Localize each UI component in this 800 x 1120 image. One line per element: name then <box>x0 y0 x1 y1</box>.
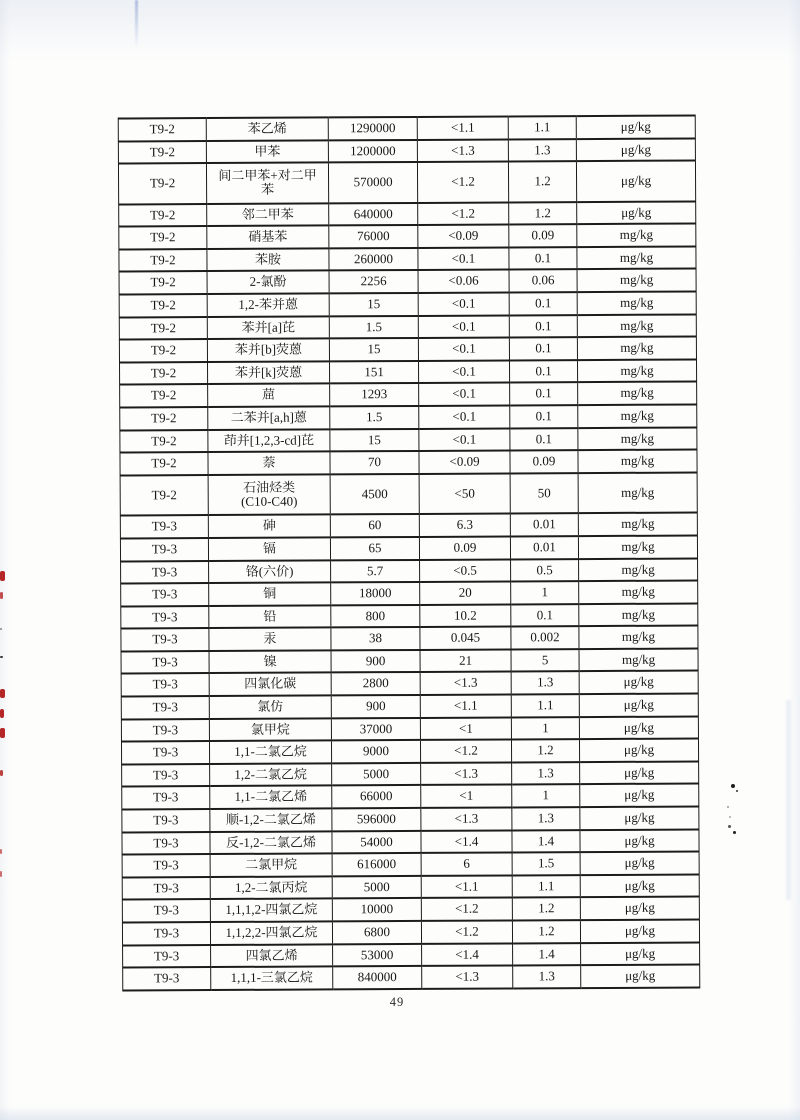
table-row <box>119 314 696 340</box>
unit-cell: mg/kg <box>577 359 696 382</box>
sample-id-cell: T9-2 <box>119 317 207 340</box>
screening-value-cell: 70 <box>330 451 419 474</box>
unit-cell: μg/kg <box>580 829 699 852</box>
analyte-cell: 1,1-二氯乙烯 <box>210 786 332 809</box>
screening-value-cell: 15 <box>329 338 418 361</box>
detection-limit-cell: 1.1 <box>512 875 580 898</box>
scan-edge-tint-bottom <box>0 1106 800 1120</box>
sample-id-cell: T9-3 <box>122 922 210 945</box>
table-row <box>119 224 696 250</box>
table-row <box>120 535 697 561</box>
sample-id-cell: T9-2 <box>119 272 207 295</box>
screening-value-cell: 15 <box>330 429 419 452</box>
result-cell: <1.2 <box>421 920 512 943</box>
result-cell: <1.3 <box>421 762 512 785</box>
red-stamp-fragment <box>0 709 4 718</box>
sample-id-cell: T9-3 <box>122 854 210 877</box>
sample-id-cell: T9-2 <box>118 163 206 204</box>
unit-cell: μg/kg <box>580 874 699 897</box>
analyte-cell: 二氯甲烷 <box>210 854 332 877</box>
analyte-cell: 二苯并[a,h]蒽 <box>208 406 330 429</box>
detection-limit-cell: 1.1 <box>511 694 579 717</box>
result-cell: <1 <box>421 785 512 808</box>
sample-id-cell: T9-2 <box>119 204 207 227</box>
detection-limit-cell: 5 <box>511 649 579 672</box>
scan-faint-band-artifact <box>786 700 791 900</box>
detection-limit-cell: 1.2 <box>509 202 577 225</box>
sample-id-cell: T9-3 <box>123 945 211 968</box>
detection-limit-cell: 0.1 <box>509 315 577 338</box>
unit-cell: μg/kg <box>576 161 695 202</box>
detection-limit-cell: 0.01 <box>510 513 578 536</box>
detection-limit-cell: 1.3 <box>512 762 580 785</box>
table-row <box>123 942 700 968</box>
result-cell: 10.2 <box>420 604 511 627</box>
detection-limit-cell: 1.2 <box>511 739 579 762</box>
result-cell: <0.1 <box>419 405 510 428</box>
analyte-cell: 镉 <box>208 537 330 560</box>
detection-limit-cell: 1.5 <box>512 852 580 875</box>
unit-cell: μg/kg <box>576 115 695 138</box>
table-row <box>120 405 697 431</box>
sample-id-cell: T9-3 <box>120 538 208 561</box>
analyte-cell: 茚并[1,2,3-cd]芘 <box>208 429 330 452</box>
result-cell: <1.2 <box>421 898 512 921</box>
unit-cell: μg/kg <box>581 965 700 988</box>
analyte-cell: 汞 <box>209 628 331 651</box>
results-table-container <box>118 114 700 991</box>
result-cell: 0.09 <box>419 536 510 559</box>
screening-value-cell: 800 <box>331 605 420 628</box>
unit-cell: μg/kg <box>579 671 698 694</box>
unit-cell: μg/kg <box>580 852 699 875</box>
sample-id-cell: T9-3 <box>121 674 209 697</box>
sample-id-cell: T9-3 <box>121 719 209 742</box>
sample-id-cell: T9-3 <box>121 651 209 674</box>
result-cell: <1.1 <box>420 695 511 718</box>
analyte-cell: 铜 <box>209 583 331 606</box>
red-stamp-fragment <box>0 849 2 854</box>
result-cell: <1 <box>420 717 511 740</box>
screening-value-cell: 18000 <box>331 582 420 605</box>
red-stamp-fragment <box>0 689 5 698</box>
table-row <box>121 626 698 652</box>
scan-edge-tint-left <box>0 0 10 1120</box>
analyte-cell: 氯仿 <box>209 695 331 718</box>
unit-cell: mg/kg <box>579 603 698 626</box>
detection-limit-cell: 0.1 <box>509 337 577 360</box>
unit-cell: mg/kg <box>577 314 696 337</box>
result-cell: <1.4 <box>422 943 513 966</box>
analyte-cell: 1,1,1-三氯乙烷 <box>211 967 333 990</box>
table-row <box>121 603 698 629</box>
analyte-cell: 顺-1,2-二氯乙烯 <box>210 808 332 831</box>
unit-cell: mg/kg <box>579 581 698 604</box>
result-cell: <0.1 <box>418 315 509 338</box>
unit-cell: μg/kg <box>576 138 695 161</box>
screening-value-cell: 5000 <box>332 763 421 786</box>
table-row <box>122 807 699 833</box>
screening-value-cell: 9000 <box>331 740 420 763</box>
table-row <box>118 115 695 141</box>
sample-id-cell: T9-3 <box>121 561 209 584</box>
detection-limit-cell: 50 <box>510 473 578 514</box>
sample-id-cell: T9-2 <box>119 294 207 317</box>
ink-speckle <box>731 784 735 788</box>
table-row <box>119 269 696 295</box>
sample-id-cell: T9-2 <box>118 118 206 141</box>
analyte-cell: 苯并[k]荧蒽 <box>207 361 329 384</box>
detection-limit-cell: 0.1 <box>509 247 577 270</box>
sample-id-cell: T9-2 <box>119 226 207 249</box>
analyte-cell: 1,1,1,2-四氯乙烷 <box>210 899 332 922</box>
analyte-cell: 硝基苯 <box>207 226 329 249</box>
sample-id-cell: T9-3 <box>123 967 211 990</box>
table-row <box>122 919 699 945</box>
screening-value-cell: 640000 <box>329 203 418 226</box>
unit-cell: mg/kg <box>577 224 696 247</box>
ink-speckle <box>727 806 729 808</box>
table-row <box>119 292 696 318</box>
table-row <box>121 739 698 765</box>
margin-ink-dash <box>0 656 3 658</box>
screening-value-cell: 596000 <box>332 808 421 831</box>
analyte-cell: 1,1,2,2-四氯乙烷 <box>210 921 332 944</box>
unit-cell: mg/kg <box>579 648 698 671</box>
detection-limit-cell: 1.1 <box>508 116 576 139</box>
result-cell: <0.09 <box>419 451 510 474</box>
table-row <box>119 246 696 272</box>
detection-limit-cell: 0.1 <box>509 360 577 383</box>
detection-limit-cell: 0.1 <box>509 292 577 315</box>
table-row <box>119 201 696 227</box>
result-cell: <50 <box>419 473 510 514</box>
analyte-cell: 砷 <box>208 515 330 538</box>
detection-limit-cell: 0.5 <box>511 559 579 582</box>
unit-cell: μg/kg <box>579 694 698 717</box>
analyte-cell: 邻二甲苯 <box>207 203 329 226</box>
table-row <box>122 852 699 878</box>
result-cell: 20 <box>420 582 511 605</box>
unit-cell: mg/kg <box>577 292 696 315</box>
result-cell: <1.1 <box>417 116 508 139</box>
analyte-cell: 苯胺 <box>207 248 329 271</box>
sample-id-cell: T9-2 <box>120 407 208 430</box>
red-stamp-fragment <box>0 571 5 581</box>
detection-limit-cell: 1.3 <box>511 672 579 695</box>
unit-cell: mg/kg <box>578 513 697 536</box>
analyte-cell: 铅 <box>209 605 331 628</box>
detection-limit-cell: 1.2 <box>512 920 580 943</box>
analyte-cell: 苯并[b]荧蒽 <box>207 339 329 362</box>
unit-cell: mg/kg <box>577 269 696 292</box>
sample-id-cell: T9-3 <box>122 809 210 832</box>
screening-value-cell: 900 <box>331 650 420 673</box>
unit-cell: mg/kg <box>578 427 697 450</box>
sample-id-cell: T9-3 <box>121 696 209 719</box>
screening-value-cell: 570000 <box>328 162 417 203</box>
result-cell: 6 <box>421 853 512 876</box>
screening-value-cell: 2256 <box>329 270 418 293</box>
detection-limit-cell: 0.1 <box>510 428 578 451</box>
table-row <box>123 965 700 991</box>
table-row <box>121 558 698 584</box>
analyte-cell: 2-氯酚 <box>207 271 329 294</box>
result-cell: 21 <box>420 649 511 672</box>
result-cell: <1.2 <box>418 202 509 225</box>
table-row <box>122 829 699 855</box>
table-row <box>121 671 698 697</box>
screening-value-cell: 1290000 <box>328 117 417 140</box>
analyte-cell: 䓛 <box>208 384 330 407</box>
table-row <box>121 581 698 607</box>
table-row <box>118 138 695 164</box>
sample-id-cell: T9-3 <box>121 583 209 606</box>
unit-cell: μg/kg <box>580 761 699 784</box>
table-row <box>119 359 696 385</box>
detection-limit-cell: 0.09 <box>509 224 577 247</box>
unit-cell: mg/kg <box>577 337 696 360</box>
detection-limit-cell: 1.2 <box>508 161 576 202</box>
unit-cell: mg/kg <box>578 472 697 513</box>
unit-cell: μg/kg <box>581 942 700 965</box>
unit-cell: μg/kg <box>580 919 699 942</box>
result-cell: <0.1 <box>419 383 510 406</box>
detection-limit-cell: 1.2 <box>512 898 580 921</box>
result-cell: 0.045 <box>420 627 511 650</box>
screening-value-cell: 151 <box>329 361 418 384</box>
screening-value-cell: 65 <box>330 537 419 560</box>
margin-ink-dash <box>0 628 2 630</box>
analyte-cell: 苯并[a]芘 <box>207 316 329 339</box>
result-cell: <1.2 <box>420 740 511 763</box>
unit-cell: mg/kg <box>578 382 697 405</box>
result-cell: <0.1 <box>419 428 510 451</box>
sample-id-cell: T9-2 <box>120 452 208 475</box>
red-stamp-fragment <box>0 592 3 599</box>
result-cell: <0.1 <box>418 360 509 383</box>
table-row <box>120 513 697 539</box>
screening-value-cell: 4500 <box>330 474 419 515</box>
table-row <box>121 694 698 720</box>
sample-id-cell: T9-3 <box>122 877 210 900</box>
table-row <box>122 874 699 900</box>
screening-value-cell: 37000 <box>331 718 420 741</box>
analyte-cell: 镍 <box>209 650 331 673</box>
analyte-cell: 间二甲苯+对二甲 苯 <box>206 163 328 204</box>
screening-value-cell: 53000 <box>333 944 422 967</box>
analyte-cell: 石油烃类 (C10-C40) <box>208 474 330 515</box>
page-number: 49 <box>389 995 405 1009</box>
unit-cell: μg/kg <box>579 739 698 762</box>
result-cell: 6.3 <box>419 514 510 537</box>
screening-value-cell: 1.5 <box>329 316 418 339</box>
analyte-cell: 甲苯 <box>206 140 328 163</box>
result-cell: <1.3 <box>420 672 511 695</box>
ink-speckle <box>733 831 736 834</box>
screening-value-cell: 1.5 <box>330 406 419 429</box>
scan-streak-artifact <box>135 0 138 48</box>
result-cell: <1.4 <box>421 830 512 853</box>
analyte-cell: 铬(六价) <box>209 560 331 583</box>
analyte-cell: 1,2-苯并蒽 <box>207 293 329 316</box>
detection-limit-cell: 1 <box>512 785 580 808</box>
red-stamp-fragment <box>0 871 2 877</box>
result-cell: <0.5 <box>420 559 511 582</box>
red-stamp-fragment <box>0 770 3 776</box>
result-cell: <0.09 <box>418 225 509 248</box>
result-cell: <0.1 <box>418 247 509 270</box>
screening-value-cell: 54000 <box>332 831 421 854</box>
detection-limit-cell: 0.1 <box>510 405 578 428</box>
screening-value-cell: 260000 <box>329 248 418 271</box>
screening-value-cell: 6800 <box>332 921 421 944</box>
sample-id-cell: T9-3 <box>122 899 210 922</box>
detection-limit-cell: 1.3 <box>512 807 580 830</box>
screening-value-cell: 76000 <box>329 225 418 248</box>
detection-limit-cell: 0.002 <box>511 626 579 649</box>
result-cell: <1.3 <box>421 807 512 830</box>
table-row <box>121 648 698 674</box>
screening-value-cell: 900 <box>331 695 420 718</box>
sample-id-cell: T9-2 <box>118 141 206 164</box>
unit-cell: mg/kg <box>578 450 697 473</box>
red-stamp-fragment <box>0 728 5 738</box>
result-cell: <1.3 <box>417 139 508 162</box>
table-row <box>121 716 698 742</box>
unit-cell: mg/kg <box>579 626 698 649</box>
table-row <box>122 761 699 787</box>
sample-id-cell: T9-3 <box>121 606 209 629</box>
sample-id-cell: T9-3 <box>122 764 210 787</box>
unit-cell: μg/kg <box>580 784 699 807</box>
unit-cell: μg/kg <box>580 807 699 830</box>
detection-limit-cell: 0.01 <box>510 536 578 559</box>
table-row <box>118 161 695 205</box>
result-cell: <0.1 <box>418 338 509 361</box>
sample-id-cell: T9-3 <box>120 515 208 538</box>
table-row <box>122 784 699 810</box>
analyte-cell: 1,2-二氯丙烷 <box>210 876 332 899</box>
analyte-cell: 1,1-二氯乙烷 <box>209 741 331 764</box>
screening-value-cell: 616000 <box>332 853 421 876</box>
detection-limit-cell: 1.3 <box>508 139 576 162</box>
sample-id-cell: T9-2 <box>119 339 207 362</box>
detection-limit-cell: 1 <box>511 717 579 740</box>
sample-id-cell: T9-2 <box>120 430 208 453</box>
sample-id-cell: T9-2 <box>119 249 207 272</box>
sample-id-cell: T9-3 <box>122 786 210 809</box>
detection-limit-cell: 1 <box>511 581 579 604</box>
table-row <box>120 472 697 516</box>
unit-cell: μg/kg <box>577 201 696 224</box>
unit-cell: mg/kg <box>578 405 697 428</box>
analyte-cell: 苯乙烯 <box>206 117 328 140</box>
result-cell: <1.2 <box>417 162 508 203</box>
result-cell: <1.3 <box>422 966 513 989</box>
detection-limit-cell: 1.3 <box>513 965 581 988</box>
sample-id-cell: T9-2 <box>120 475 208 516</box>
detection-limit-cell: 0.1 <box>511 604 579 627</box>
table-row <box>120 427 697 453</box>
sample-id-cell: T9-3 <box>121 628 209 651</box>
results-table-body <box>118 115 700 990</box>
analyte-cell: 四氯乙烯 <box>211 944 333 967</box>
screening-value-cell: 5000 <box>332 876 421 899</box>
screening-value-cell: 1200000 <box>328 140 417 163</box>
sample-id-cell: T9-3 <box>121 741 209 764</box>
screening-value-cell: 60 <box>330 514 419 537</box>
detection-limit-cell: 0.06 <box>509 270 577 293</box>
analyte-cell: 四氯化碳 <box>209 673 331 696</box>
analyte-cell: 1,2-二氯乙烷 <box>210 763 332 786</box>
screening-value-cell: 66000 <box>332 785 421 808</box>
table-row <box>120 450 697 476</box>
screening-value-cell: 38 <box>331 627 420 650</box>
scan-edge-tint-top <box>0 0 800 60</box>
screening-value-cell: 840000 <box>333 966 422 989</box>
table-row <box>120 382 697 408</box>
table-row <box>119 337 696 363</box>
detection-limit-cell: 0.1 <box>510 383 578 406</box>
detection-limit-cell: 1.4 <box>513 943 581 966</box>
ink-speckle <box>729 816 731 818</box>
screening-value-cell: 15 <box>329 293 418 316</box>
result-cell: <1.1 <box>421 875 512 898</box>
unit-cell: mg/kg <box>577 246 696 269</box>
scan-edge-tint-right <box>788 0 800 1120</box>
sample-id-cell: T9-3 <box>122 832 210 855</box>
screening-value-cell: 5.7 <box>331 559 420 582</box>
analyte-cell: 反-1,2-二氯乙烯 <box>210 831 332 854</box>
unit-cell: μg/kg <box>579 716 698 739</box>
unit-cell: μg/kg <box>580 897 699 920</box>
detection-limit-cell: 0.09 <box>510 450 578 473</box>
unit-cell: mg/kg <box>579 558 698 581</box>
lab-results-table <box>118 114 701 991</box>
result-cell: <0.06 <box>418 270 509 293</box>
sample-id-cell: T9-2 <box>120 384 208 407</box>
detection-limit-cell: 1.4 <box>512 830 580 853</box>
unit-cell: mg/kg <box>578 535 697 558</box>
table-row <box>122 897 699 923</box>
screening-value-cell: 1293 <box>330 383 419 406</box>
ink-speckle <box>736 790 738 792</box>
screening-value-cell: 2800 <box>331 672 420 695</box>
result-cell: <0.1 <box>418 293 509 316</box>
analyte-cell: 氯甲烷 <box>209 718 331 741</box>
sample-id-cell: T9-2 <box>119 362 207 385</box>
screening-value-cell: 10000 <box>332 898 421 921</box>
analyte-cell: 萘 <box>208 452 330 475</box>
ink-speckle <box>728 825 731 828</box>
